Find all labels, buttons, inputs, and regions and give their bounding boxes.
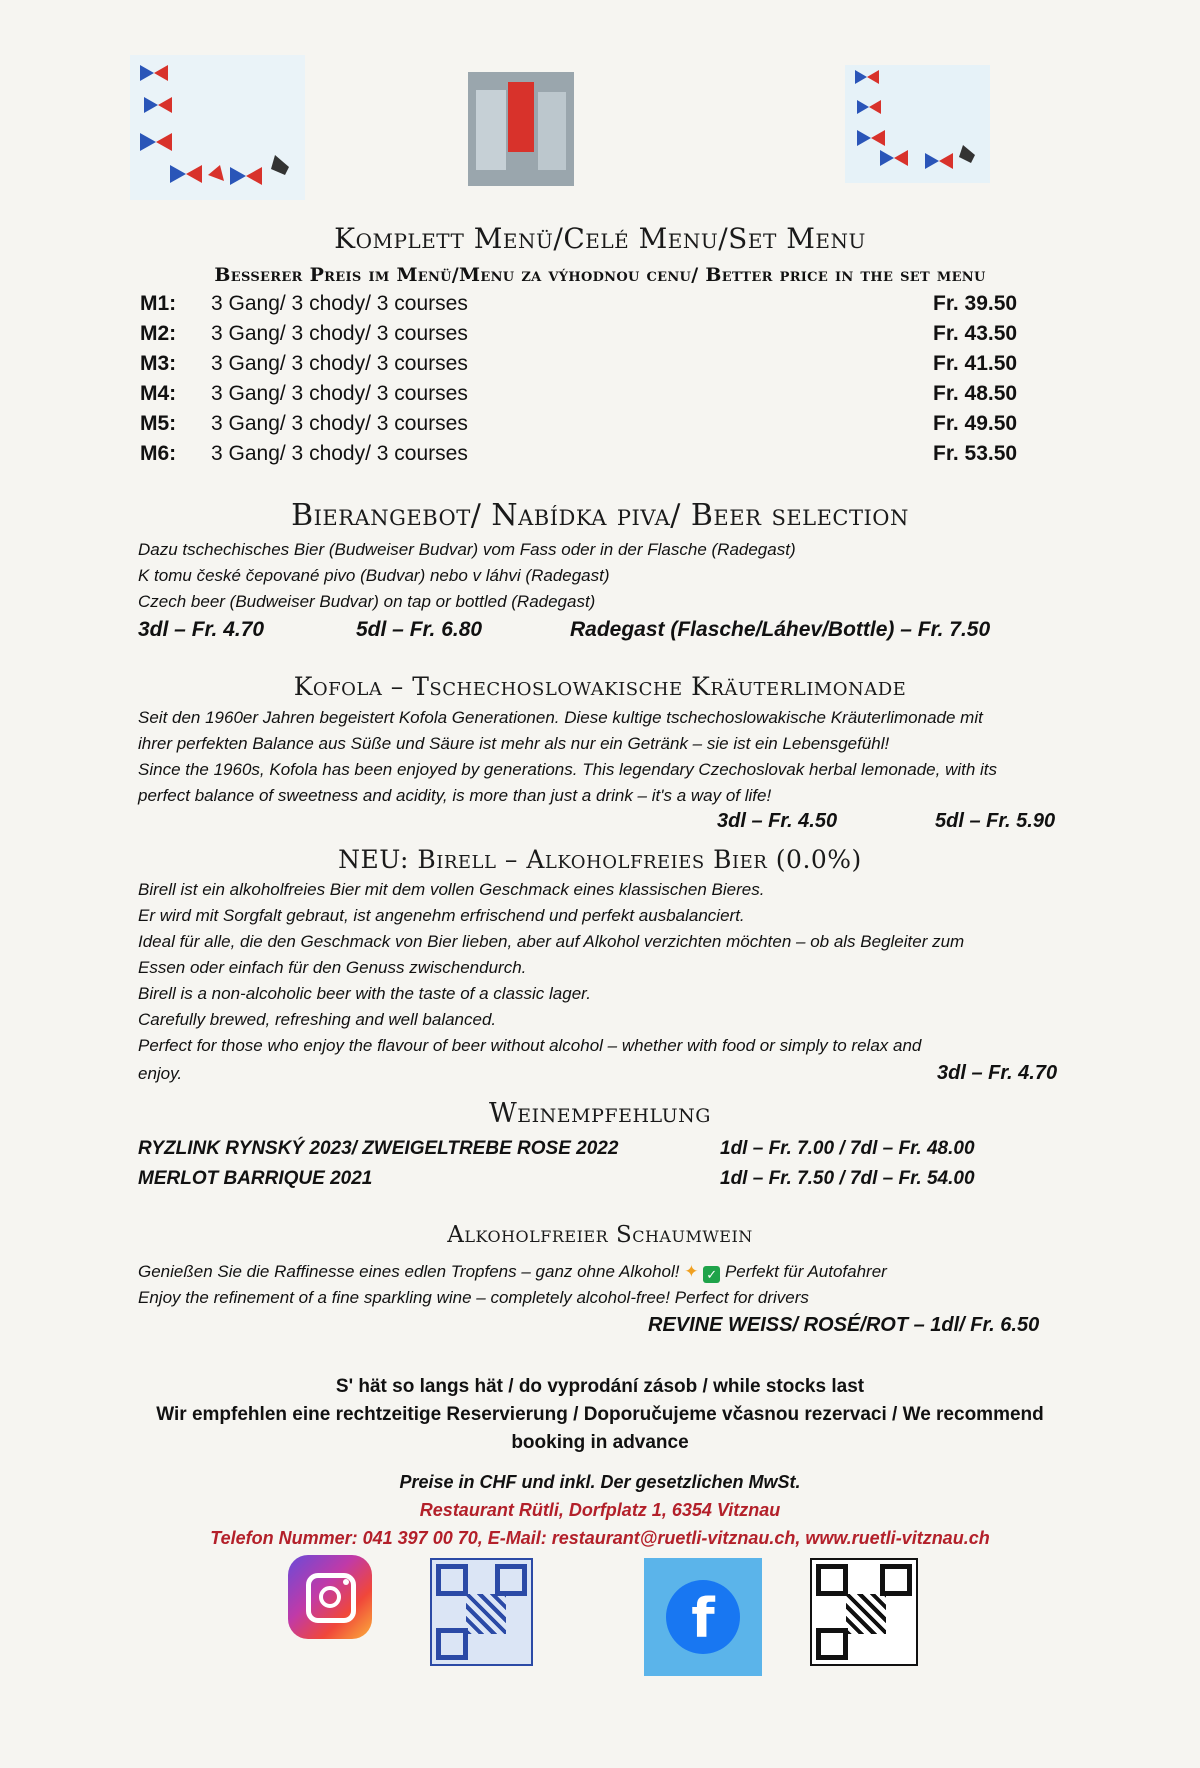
birell-line: Essen oder einfach für den Genuss zwischendurch. xyxy=(138,958,527,977)
birell-line: Er wird mit Sorgfalt gebraut, ist angenehm erfrischend und perfekt ausbalanciert. xyxy=(138,906,745,925)
sparkling-price: REVINE WEISS/ ROSÉ/ROT – 1dl/ Fr. 6.50 xyxy=(648,1314,1040,1336)
facebook-qr-code-icon[interactable] xyxy=(810,1558,918,1666)
qr-finder xyxy=(436,1628,468,1660)
menu-code: M3: xyxy=(140,352,177,375)
check-box-icon: ✓ xyxy=(703,1266,720,1283)
reservation-note: Wir empfehlen eine rechtzeitige Reservierung / Doporučujeme včasnou rezervaci / We recommend xyxy=(156,1404,1044,1425)
menu-desc: 3 Gang/ 3 chody/ 3 courses xyxy=(211,382,468,405)
kofola-price-5dl: 5dl – Fr. 5.90 xyxy=(935,810,1056,832)
instagram-flash xyxy=(343,1579,349,1585)
kofola-line: perfect balance of sweetness and acidity, is more than just a drink – it's a way of life! xyxy=(138,786,772,805)
photo-red-item xyxy=(508,82,534,152)
reservation-note-cont: booking in advance xyxy=(511,1432,689,1453)
menu-desc: 3 Gang/ 3 chody/ 3 courses xyxy=(211,412,468,435)
birell-line: Ideal für alle, die den Geschmack von Bier lieben, aber auf Alkohol verzichten möchten – ob als Begleiter zum xyxy=(138,932,965,951)
instagram-icon[interactable] xyxy=(288,1555,372,1639)
sparkling-de-text: Genießen Sie die Raffinesse eines edlen Tropfens – ganz ohne Alkohol! xyxy=(138,1262,685,1281)
wine-title: Weinempfehlung xyxy=(489,1098,711,1129)
set-menu-title: Komplett Menü/Celé Menu/Set Menu xyxy=(334,222,866,255)
facebook-icon[interactable] xyxy=(644,1558,762,1676)
photo-glass-left xyxy=(476,90,506,170)
instagram-qr-code-icon[interactable] xyxy=(430,1558,533,1666)
kofola-price-3dl: 3dl – Fr. 4.50 xyxy=(717,810,838,832)
sparkling-line-en: Enjoy the refinement of a fine sparkling wine – completely alcohol-free! Perfect for drivers xyxy=(138,1288,809,1307)
photo-glass-right xyxy=(538,92,566,170)
beer-price-3dl: 3dl – Fr. 4.70 xyxy=(138,618,265,641)
restaurant-photo xyxy=(468,72,574,186)
kofola-line: ihrer perfekten Balance aus Süße und Säure ist mehr als nur ein Getränk – sie ist ein Lebensgefühl! xyxy=(138,734,890,753)
butterflies-right-icon xyxy=(845,65,990,183)
prices-note: Preise in CHF und inkl. Der gesetzlichen MwSt. xyxy=(399,1472,801,1492)
facebook-logo: f xyxy=(666,1580,740,1654)
menu-desc: 3 Gang/ 3 chody/ 3 courses xyxy=(211,352,468,375)
wine-name: RYZLINK RYNSKÝ 2023/ ZWEIGELTREBE ROSE 2022 xyxy=(138,1138,619,1159)
menu-code: M2: xyxy=(140,322,177,345)
beer-price-5dl: 5dl – Fr. 6.80 xyxy=(356,618,483,641)
restaurant-address: Restaurant Rütli, Dorfplatz 1, 6354 Vitznau xyxy=(419,1500,781,1520)
butterflies-decoration-left xyxy=(130,55,305,200)
qr-finder xyxy=(816,1564,848,1596)
menu-price: Fr. 49.50 xyxy=(933,412,1018,435)
menu-price: Fr. 43.50 xyxy=(933,322,1018,345)
birell-line: Perfect for those who enjoy the flavour of beer without alcohol – whether with food or simply to relax and xyxy=(138,1036,922,1055)
butterflies-left-icon xyxy=(130,55,305,200)
menu-code: M4: xyxy=(140,382,177,405)
birell-line: Birell ist ein alkoholfreies Bier mit dem vollen Geschmack eines klassischen Bieres. xyxy=(138,880,765,899)
beer-line-de: Dazu tschechisches Bier (Budweiser Budvar) vom Fass oder in der Flasche (Radegast) xyxy=(138,540,796,559)
set-menu-subtitle: Besserer Preis im Menü/Menu za výhodnou cenu/ Better price in the set menu xyxy=(214,264,986,286)
sparkling-line-de xyxy=(138,1262,887,1283)
birell-line: Birell is a non-alcoholic beer with the taste of a classic lager. xyxy=(138,984,591,1003)
kofola-title: Kofola – Tschechoslowakische Kräuterlimonade xyxy=(293,672,907,701)
sparkles-icon: ✦ xyxy=(684,1262,699,1281)
menu-price: Fr. 48.50 xyxy=(933,382,1018,405)
sparkling-title: Alkoholfreier Schaumwein xyxy=(447,1222,753,1248)
menu-desc: 3 Gang/ 3 chody/ 3 courses xyxy=(211,292,468,315)
birell-line: enjoy. xyxy=(138,1064,183,1083)
qr-finder xyxy=(495,1564,527,1596)
kofola-line: Seit den 1960er Jahren begeistert Kofola Generationen. Diese kultige tschechoslowakische Kräuterlimonade mit xyxy=(138,708,983,727)
menu-desc: 3 Gang/ 3 chody/ 3 courses xyxy=(211,442,468,465)
qr-finder xyxy=(816,1628,848,1660)
birell-title: NEU: Birell – Alkoholfreies Bier (0.0%) xyxy=(338,845,862,874)
stock-note: S' hät so langs hät / do vyprodání zásob / while stocks last xyxy=(335,1376,865,1397)
menu-code: M1: xyxy=(140,292,177,315)
qr-finder xyxy=(880,1564,912,1596)
qr-pattern xyxy=(846,1594,886,1634)
sparkling-de-text-end: Perfekt für Autofahrer xyxy=(720,1262,887,1281)
menu-code: M6: xyxy=(140,442,177,465)
beer-title: Bierangebot/ Nabídka piva/ Beer selection xyxy=(291,498,909,533)
wine-name: MERLOT BARRIQUE 2021 xyxy=(138,1168,373,1189)
beer-line-en: Czech beer (Budweiser Budvar) on tap or bottled (Radegast) xyxy=(138,592,596,611)
birell-line: Carefully brewed, refreshing and well balanced. xyxy=(138,1010,497,1029)
qr-pattern xyxy=(466,1594,506,1634)
menu-price: Fr. 39.50 xyxy=(933,292,1018,315)
menu-desc: 3 Gang/ 3 chody/ 3 courses xyxy=(211,322,468,345)
menu-price: Fr. 53.50 xyxy=(933,442,1018,465)
butterflies-decoration-right xyxy=(845,65,990,183)
instagram-lens xyxy=(319,1586,341,1608)
wine-price: 1dl – Fr. 7.50 / 7dl – Fr. 54.00 xyxy=(720,1168,975,1189)
beer-price-bottle: Radegast (Flasche/Láhev/Bottle) – Fr. 7.50 xyxy=(570,618,991,641)
menu-code: M5: xyxy=(140,412,177,435)
birell-price: 3dl – Fr. 4.70 xyxy=(937,1062,1058,1084)
kofola-line: Since the 1960s, Kofola has been enjoyed by generations. This legendary Czechoslovak herbal lemonade, with its xyxy=(138,760,998,779)
menu-price: Fr. 41.50 xyxy=(933,352,1018,375)
wine-price: 1dl – Fr. 7.00 / 7dl – Fr. 48.00 xyxy=(720,1138,975,1159)
beer-line-cz: K tomu české čepované pivo (Budvar) nebo v láhvi (Radegast) xyxy=(138,566,610,585)
contact-info[interactable]: Telefon Nummer: 041 397 00 70, E-Mail: restaurant@ruetli-vitznau.ch, www.ruetli-vitznau.ch xyxy=(210,1528,990,1548)
qr-finder xyxy=(436,1564,468,1596)
